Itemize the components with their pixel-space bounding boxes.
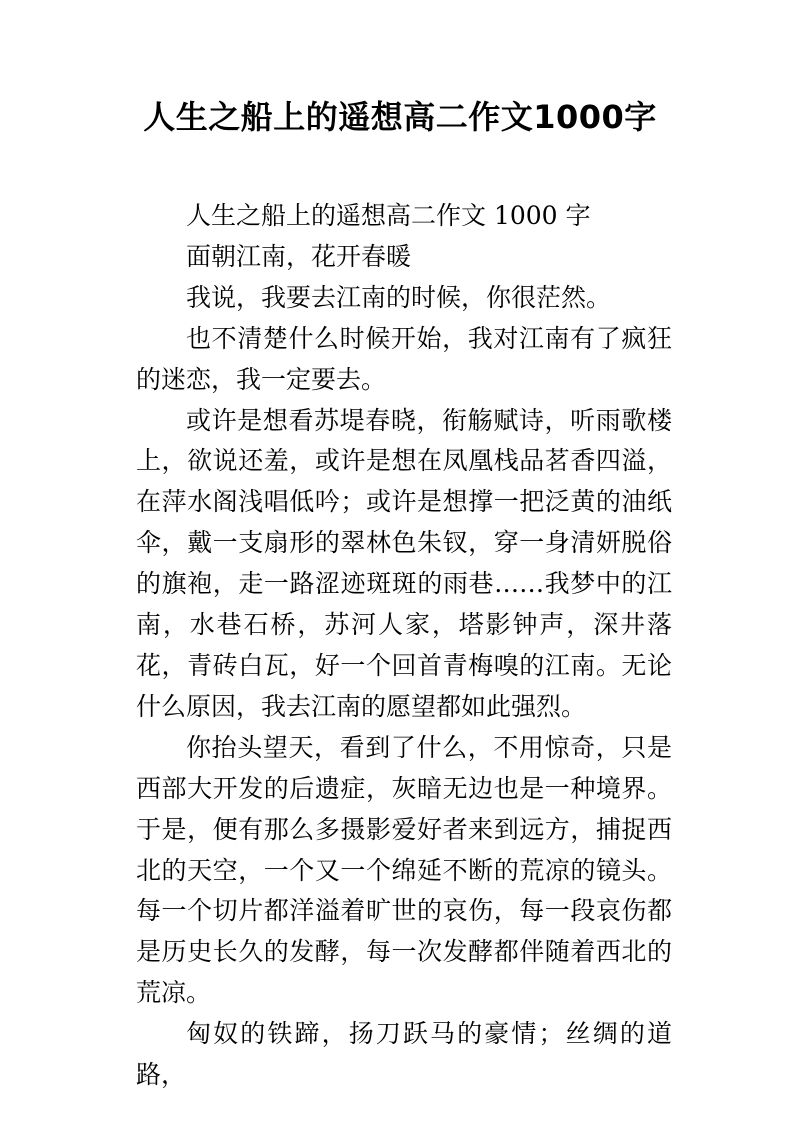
document-body xyxy=(136,196,672,1096)
paragraph: 或许是想看苏堤春晓，衔觞赋诗，听雨歌楼上，欲说还羞，或许是想在凤凰栈品茗香四溢，在萍水阁浅唱低吟；或许是想撑一把泛黄的油纸伞，戴一支扇形的翠林色朱钗，穿一身清妍脱俗的旗袍，走一路涩迹斑斑的雨巷……我梦中的江南，水巷石桥，苏河人家，塔影钟声，深井落花，青砖白瓦，好一个回首青梅嗅的江南。无论什么原因，我去江南的愿望都如此强烈。 xyxy=(136,405,672,721)
paragraph: 面朝江南，花开春暖 xyxy=(186,241,412,271)
paragraph: 你抬头望天，看到了什么，不用惊奇，只是西部大开发的后遗症，灰暗无边也是一种境界。于是，便有那么多摄影爱好者来到远方，捕捉西北的天空，一个又一个绵延不断的荒凉的镜头。每一个切片都洋溢着旷世的哀伤，每一段哀伤都是历史长久的发酵，每一次发酵都伴随着西北的荒凉。 xyxy=(136,732,672,1008)
paragraph: 也不清楚什么时候开始，我对江南有了疯狂的迷恋，我一定要去。 xyxy=(136,323,672,394)
paragraph: 人生之船上的遥想高二作文 1000 字 xyxy=(186,201,591,230)
document-title: 人生之船上的遥想高二作文1000字 xyxy=(143,98,657,136)
paragraph: 匈奴的铁蹄，扬刀跃马的豪情；丝绸的道路， xyxy=(136,1019,672,1090)
paragraph: 我说，我要去江南的时候，你很茫然。 xyxy=(186,282,612,312)
